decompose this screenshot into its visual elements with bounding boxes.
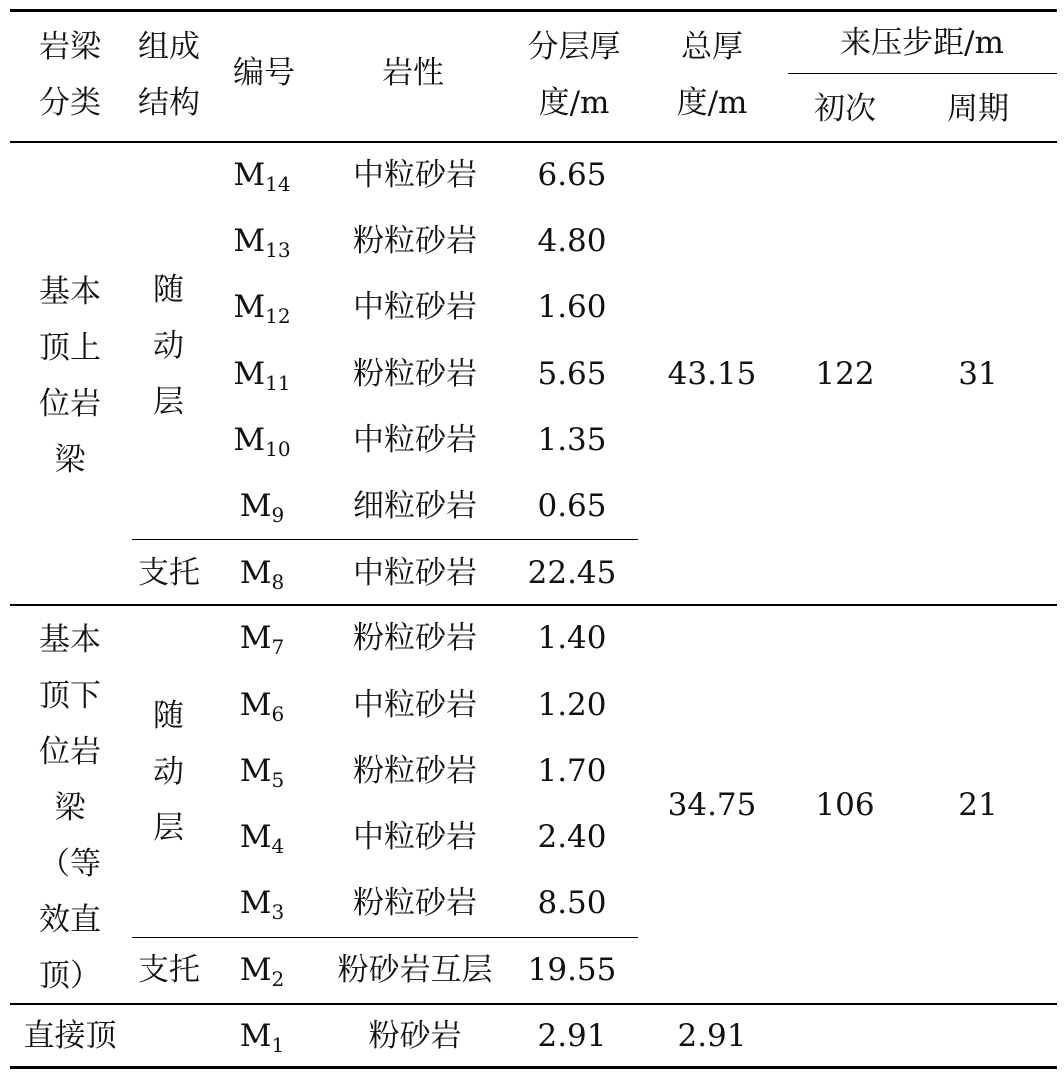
id-letter: M [239, 620, 272, 656]
header-layer-thickness: 分层厚度/m [527, 29, 621, 121]
id-letter: M [239, 952, 272, 988]
cell-support-label-1: 支托 [138, 555, 200, 591]
cell-lith-m3: 粉粒砂岩 [353, 885, 477, 921]
cell-lith-m9: 细粒砂岩 [353, 488, 477, 524]
cell-thick-m5: 1.70 [537, 753, 607, 789]
cell-id-m12 [233, 289, 291, 328]
cell-id-m7 [239, 620, 285, 659]
step-header-rule [788, 73, 1057, 74]
group1-first: 122 [815, 356, 875, 392]
header-id: 编号 [233, 55, 295, 91]
id-subscript: 14 [265, 172, 291, 196]
group1-period: 31 [958, 356, 998, 392]
cell-lith-m7: 粉粒砂岩 [353, 620, 477, 656]
cell-lith-m11: 粉粒砂岩 [353, 356, 477, 392]
id-subscript: 2 [271, 967, 285, 991]
cell-thick-m8: 22.45 [527, 555, 617, 591]
cell-thick-m2: 19.55 [527, 952, 617, 988]
id-letter: M [239, 555, 272, 591]
cell-id-m6 [239, 687, 285, 726]
group1-class: 基本顶上位岩梁 [39, 274, 101, 478]
id-subscript: 8 [271, 570, 285, 594]
cell-thick-m7: 1.40 [537, 620, 607, 656]
id-letter: M [239, 488, 272, 524]
id-subscript: 5 [271, 768, 285, 792]
cell-id-m5 [239, 753, 285, 792]
cell-lith-m14: 中粒砂岩 [353, 157, 477, 193]
support-rule-1 [132, 539, 638, 540]
cell-thick-m9: 0.65 [537, 488, 607, 524]
id-subscript: 13 [265, 238, 291, 262]
cell-id-m8 [239, 555, 285, 594]
cell-lith-m4: 中粒砂岩 [353, 819, 477, 855]
header-first: 初次 [814, 91, 876, 127]
cell-id-m13 [233, 223, 291, 262]
id-letter: M [233, 223, 266, 259]
cell-lith-m2: 粉砂岩互层 [337, 952, 493, 988]
header-period: 周期 [947, 91, 1009, 127]
cell-id-m11 [233, 356, 291, 395]
group2-class: 基本顶下位岩梁（等效直顶） [39, 622, 101, 994]
support-rule-2 [132, 937, 638, 938]
direct-total: 2.91 [677, 1018, 747, 1054]
cell-id-m9 [239, 488, 285, 527]
header-struct: 组成结构 [138, 29, 200, 121]
id-letter: M [239, 1018, 272, 1054]
cell-thick-m1: 2.91 [537, 1018, 607, 1054]
id-subscript: 6 [271, 702, 285, 726]
cell-id-m3 [239, 885, 285, 924]
id-subscript: 1 [271, 1033, 285, 1057]
header-total-thickness: 总厚度/m [676, 29, 748, 121]
cell-lith-m5: 粉粒砂岩 [353, 753, 477, 789]
id-subscript: 3 [271, 900, 285, 924]
cell-thick-m6: 1.20 [537, 687, 607, 723]
id-subscript: 4 [271, 834, 285, 858]
header-step: 来压步距/m [840, 25, 1004, 61]
bottom-rule [10, 1066, 1057, 1069]
top-rule [10, 9, 1057, 12]
header-bottom-rule [10, 141, 1057, 143]
id-letter: M [239, 753, 272, 789]
cell-thick-m3: 8.50 [537, 885, 607, 921]
group2-period: 21 [958, 787, 998, 823]
cell-id-m10 [233, 422, 291, 461]
id-letter: M [233, 422, 266, 458]
header-lith: 岩性 [382, 55, 444, 91]
group1-struct: 随动层 [153, 272, 184, 420]
cell-lith-m8: 中粒砂岩 [353, 555, 477, 591]
id-subscript: 10 [265, 437, 291, 461]
cell-thick-m11: 5.65 [537, 356, 607, 392]
id-letter: M [239, 819, 272, 855]
cell-lith-m10: 中粒砂岩 [353, 422, 477, 458]
id-subscript: 7 [271, 635, 285, 659]
cell-id-m1 [239, 1018, 285, 1057]
group2-struct: 随动层 [153, 698, 184, 846]
cell-thick-m14: 6.65 [537, 157, 607, 193]
direct-class: 直接顶 [23, 1018, 117, 1054]
cell-support-label-2: 支托 [138, 952, 200, 988]
group1-total: 43.15 [667, 356, 757, 392]
id-letter: M [233, 356, 266, 392]
id-letter: M [233, 289, 266, 325]
header-class: 岩梁分类 [39, 29, 101, 121]
cell-id-m14 [233, 157, 291, 196]
direct-rule [10, 1003, 1057, 1005]
cell-lith-m13: 粉粒砂岩 [353, 223, 477, 259]
id-subscript: 9 [271, 503, 285, 527]
group2-first: 106 [815, 787, 875, 823]
id-letter: M [233, 157, 266, 193]
group2-total: 34.75 [667, 787, 757, 823]
cell-thick-m4: 2.40 [537, 819, 607, 855]
cell-id-m4 [239, 819, 285, 858]
cell-lith-m6: 中粒砂岩 [353, 687, 477, 723]
id-subscript: 11 [265, 371, 291, 395]
id-letter: M [239, 687, 272, 723]
cell-lith-m12: 中粒砂岩 [353, 289, 477, 325]
id-subscript: 12 [265, 304, 291, 328]
cell-thick-m13: 4.80 [537, 223, 607, 259]
cell-thick-m12: 1.60 [537, 289, 607, 325]
group-divider-rule [10, 604, 1057, 606]
cell-thick-m10: 1.35 [537, 422, 607, 458]
cell-id-m2 [239, 952, 285, 991]
id-letter: M [239, 885, 272, 921]
cell-lith-m1: 粉砂岩 [368, 1018, 462, 1054]
